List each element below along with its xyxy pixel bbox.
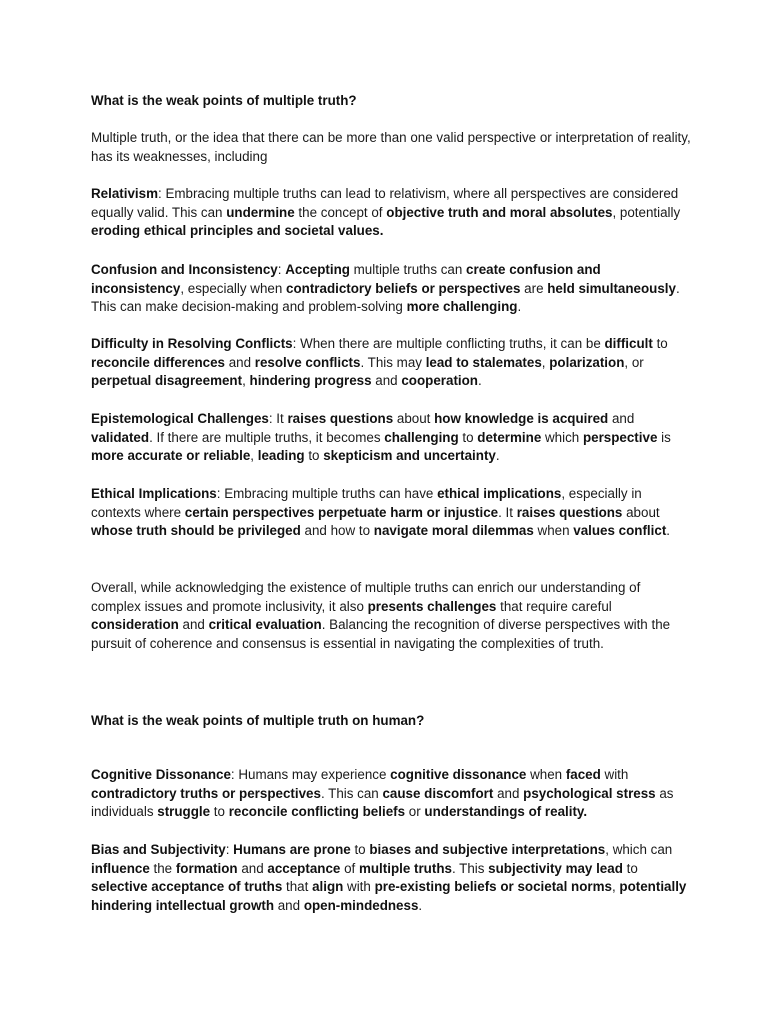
text-run: : — [225, 842, 234, 857]
bold-run: multiple truths — [358, 860, 452, 876]
bold-run: influence — [91, 860, 150, 876]
text-run: . It — [498, 504, 517, 520]
text-run: about — [622, 504, 660, 520]
text-run: with — [600, 767, 629, 782]
text-run: when — [526, 767, 566, 782]
bold-run: perpetual disagreement — [91, 373, 243, 389]
paragraph-epistemological-challenges — [91, 410, 691, 466]
text-run: . This can — [320, 785, 383, 801]
text-run: and — [608, 411, 635, 426]
text-run: multiple truths can — [349, 262, 467, 277]
text-run: , or — [624, 354, 644, 370]
text-run: and how to — [300, 523, 374, 539]
bold-run: critical evaluation — [208, 617, 322, 633]
paragraph-relativism — [91, 185, 691, 241]
text-run: , especially when — [180, 280, 287, 296]
bold-run: challenging — [384, 429, 459, 445]
text-run: : When there are multiple conflicting truths, it can be — [292, 336, 605, 351]
bold-run: determine — [477, 429, 542, 445]
bold-run: Relativism — [91, 186, 158, 201]
text-run: and — [274, 897, 304, 913]
bold-run: open-mindedness — [303, 897, 419, 913]
text-run: , — [611, 879, 620, 895]
paragraph-overall — [91, 579, 691, 653]
bold-run: skepticism and uncertainty — [323, 448, 496, 464]
bold-run: raises questions — [287, 411, 394, 426]
text-run: to — [622, 860, 638, 876]
bold-run: reconcile conflicting beliefs — [228, 804, 406, 820]
bold-run: undermine — [226, 204, 295, 220]
paragraph-cognitive-dissonance — [91, 766, 691, 822]
text-run: and — [493, 785, 524, 801]
bold-run: ethical implications — [437, 486, 562, 501]
text-run: : — [277, 262, 286, 277]
text-run: : It — [268, 411, 288, 426]
bold-run: understandings of reality. — [424, 804, 588, 820]
intro-paragraph: Multiple truth, or the idea that there can be more than one valid perspective or interpretation of reality, has its weaknesses, including — [91, 130, 691, 164]
bold-run: more challenging — [406, 299, 518, 315]
text-run: . Balancing the recognition of diverse perspectives with the pursuit of coherence and consensus is essential in navigating the complexities of truth. — [91, 617, 671, 651]
text-run: which — [541, 429, 583, 445]
bold-run: cause discomfort — [382, 785, 494, 801]
bold-run: lead to stalemates — [425, 354, 542, 370]
paragraph-confusion-inconsistency — [91, 261, 691, 317]
text-run: . — [478, 373, 482, 389]
text-run: to — [350, 842, 370, 857]
text-run: of — [340, 860, 359, 876]
text-run: that require careful — [496, 598, 612, 614]
text-run: as individuals — [91, 785, 674, 820]
text-run: , especially in contexts where — [91, 486, 642, 520]
text-run: to — [458, 429, 478, 445]
bold-run: Accepting — [285, 262, 350, 277]
bold-run: reconcile differences — [91, 354, 225, 370]
bold-run: certain perspectives perpetuate harm or injustice — [184, 504, 499, 520]
text-run: . — [418, 897, 423, 913]
paragraph-resolving-conflicts — [91, 335, 691, 391]
text-run: and — [178, 617, 209, 633]
bold-run: faced — [565, 767, 601, 782]
text-run: and — [371, 373, 402, 389]
text-run: and — [237, 860, 268, 876]
text-run: about — [393, 411, 435, 426]
bold-run: cooperation — [401, 373, 478, 389]
bold-run: potentially hindering intellectual growth — [91, 879, 687, 913]
bold-run: subjectivity may lead — [488, 860, 623, 876]
bold-run: navigate moral dilemmas — [373, 523, 534, 539]
bold-run: difficult — [604, 336, 653, 351]
bold-run: formation — [175, 860, 238, 876]
text-run: the concept of — [294, 204, 387, 220]
bold-run: consideration — [91, 617, 179, 633]
text-run: . If there are multiple truths, it becomes — [149, 429, 385, 445]
bold-run: hindering progress — [249, 373, 372, 389]
text-run: when — [533, 523, 574, 539]
bold-run: validated — [91, 429, 150, 445]
bold-run: biases and subjective interpretations — [369, 842, 606, 857]
text-run: with — [343, 879, 375, 895]
bold-run: objective truth and moral absolutes — [386, 204, 613, 220]
text-run: , — [541, 354, 550, 370]
bold-run: Difficulty in Resolving Conflicts — [91, 336, 293, 351]
bold-run: selective acceptance of truths — [91, 879, 283, 895]
text-run: : Embracing multiple truths can lead to relativism, where all perspectives are considered equally valid. This can — [91, 186, 679, 220]
question-heading-2: What is the weak points of multiple truth on human? — [91, 713, 425, 728]
bold-run: pre-existing beliefs or societal norms — [374, 879, 612, 895]
text-run: , — [242, 373, 250, 389]
text-run: , potentially — [612, 204, 681, 220]
paragraph-ethical-implications — [91, 485, 691, 541]
text-run: is — [657, 429, 671, 445]
text-run: the — [149, 860, 176, 876]
bold-run: how knowledge is acquired — [434, 411, 609, 426]
text-run: to — [652, 336, 668, 351]
text-run: , which can — [605, 842, 673, 857]
bold-run: resolve conflicts — [254, 354, 361, 370]
bold-run: struggle — [157, 804, 211, 820]
text-run: to — [210, 804, 229, 820]
text-run: . — [666, 523, 671, 539]
bold-run: eroding ethical principles and societal values. — [91, 223, 384, 239]
bold-run: whose truth should be privileged — [91, 523, 301, 539]
paragraph-bias-subjectivity — [91, 841, 691, 915]
text-run: Overall, while acknowledging the existence of multiple truths can enrich our understanding of complex issues and promote inclusivity, it also — [91, 580, 641, 614]
bold-run: align — [312, 879, 344, 895]
bold-run: create confusion and inconsistency — [91, 262, 601, 296]
bold-run: Confusion and Inconsistency — [91, 262, 278, 277]
bold-run: cognitive dissonance — [390, 767, 527, 782]
bold-run: raises questions — [516, 504, 623, 520]
bold-run: contradictory truths or perspectives — [91, 785, 321, 801]
bold-run: values conflict — [573, 523, 667, 539]
text-run: , — [250, 448, 258, 464]
bold-run: contradictory beliefs or perspectives — [286, 280, 521, 296]
text-run: . This may — [360, 354, 426, 370]
question-heading-1: What is the weak points of multiple truth? — [91, 93, 357, 108]
text-run: . — [495, 448, 500, 464]
text-run: : Humans may experience — [230, 767, 391, 782]
bold-run: Cognitive Dissonance — [91, 767, 231, 782]
text-run: to — [304, 448, 324, 464]
bold-run: Epistemological Challenges — [91, 411, 269, 426]
bold-run: Bias and Subjectivity — [91, 842, 226, 857]
bold-run: psychological stress — [523, 785, 656, 801]
bold-run: perspective — [582, 429, 658, 445]
bold-run: Humans are prone — [233, 842, 351, 857]
bold-run: presents challenges — [367, 598, 497, 614]
text-run: . This can make decision-making and problem-solving — [91, 280, 680, 315]
text-run: : Embracing multiple truths can have — [216, 486, 438, 501]
bold-run: acceptance — [267, 860, 341, 876]
text-run: are — [520, 280, 548, 296]
bold-run: polarization — [549, 354, 625, 370]
bold-run: more accurate or reliable — [91, 448, 251, 464]
text-run: . This — [451, 860, 489, 876]
bold-run: Ethical Implications — [91, 486, 217, 501]
bold-run: leading — [257, 448, 305, 464]
text-run: and — [224, 354, 255, 370]
bold-run: held simultaneously — [547, 280, 676, 296]
text-run: that — [282, 879, 313, 895]
text-run: or — [405, 804, 425, 820]
text-run: . — [517, 299, 522, 315]
